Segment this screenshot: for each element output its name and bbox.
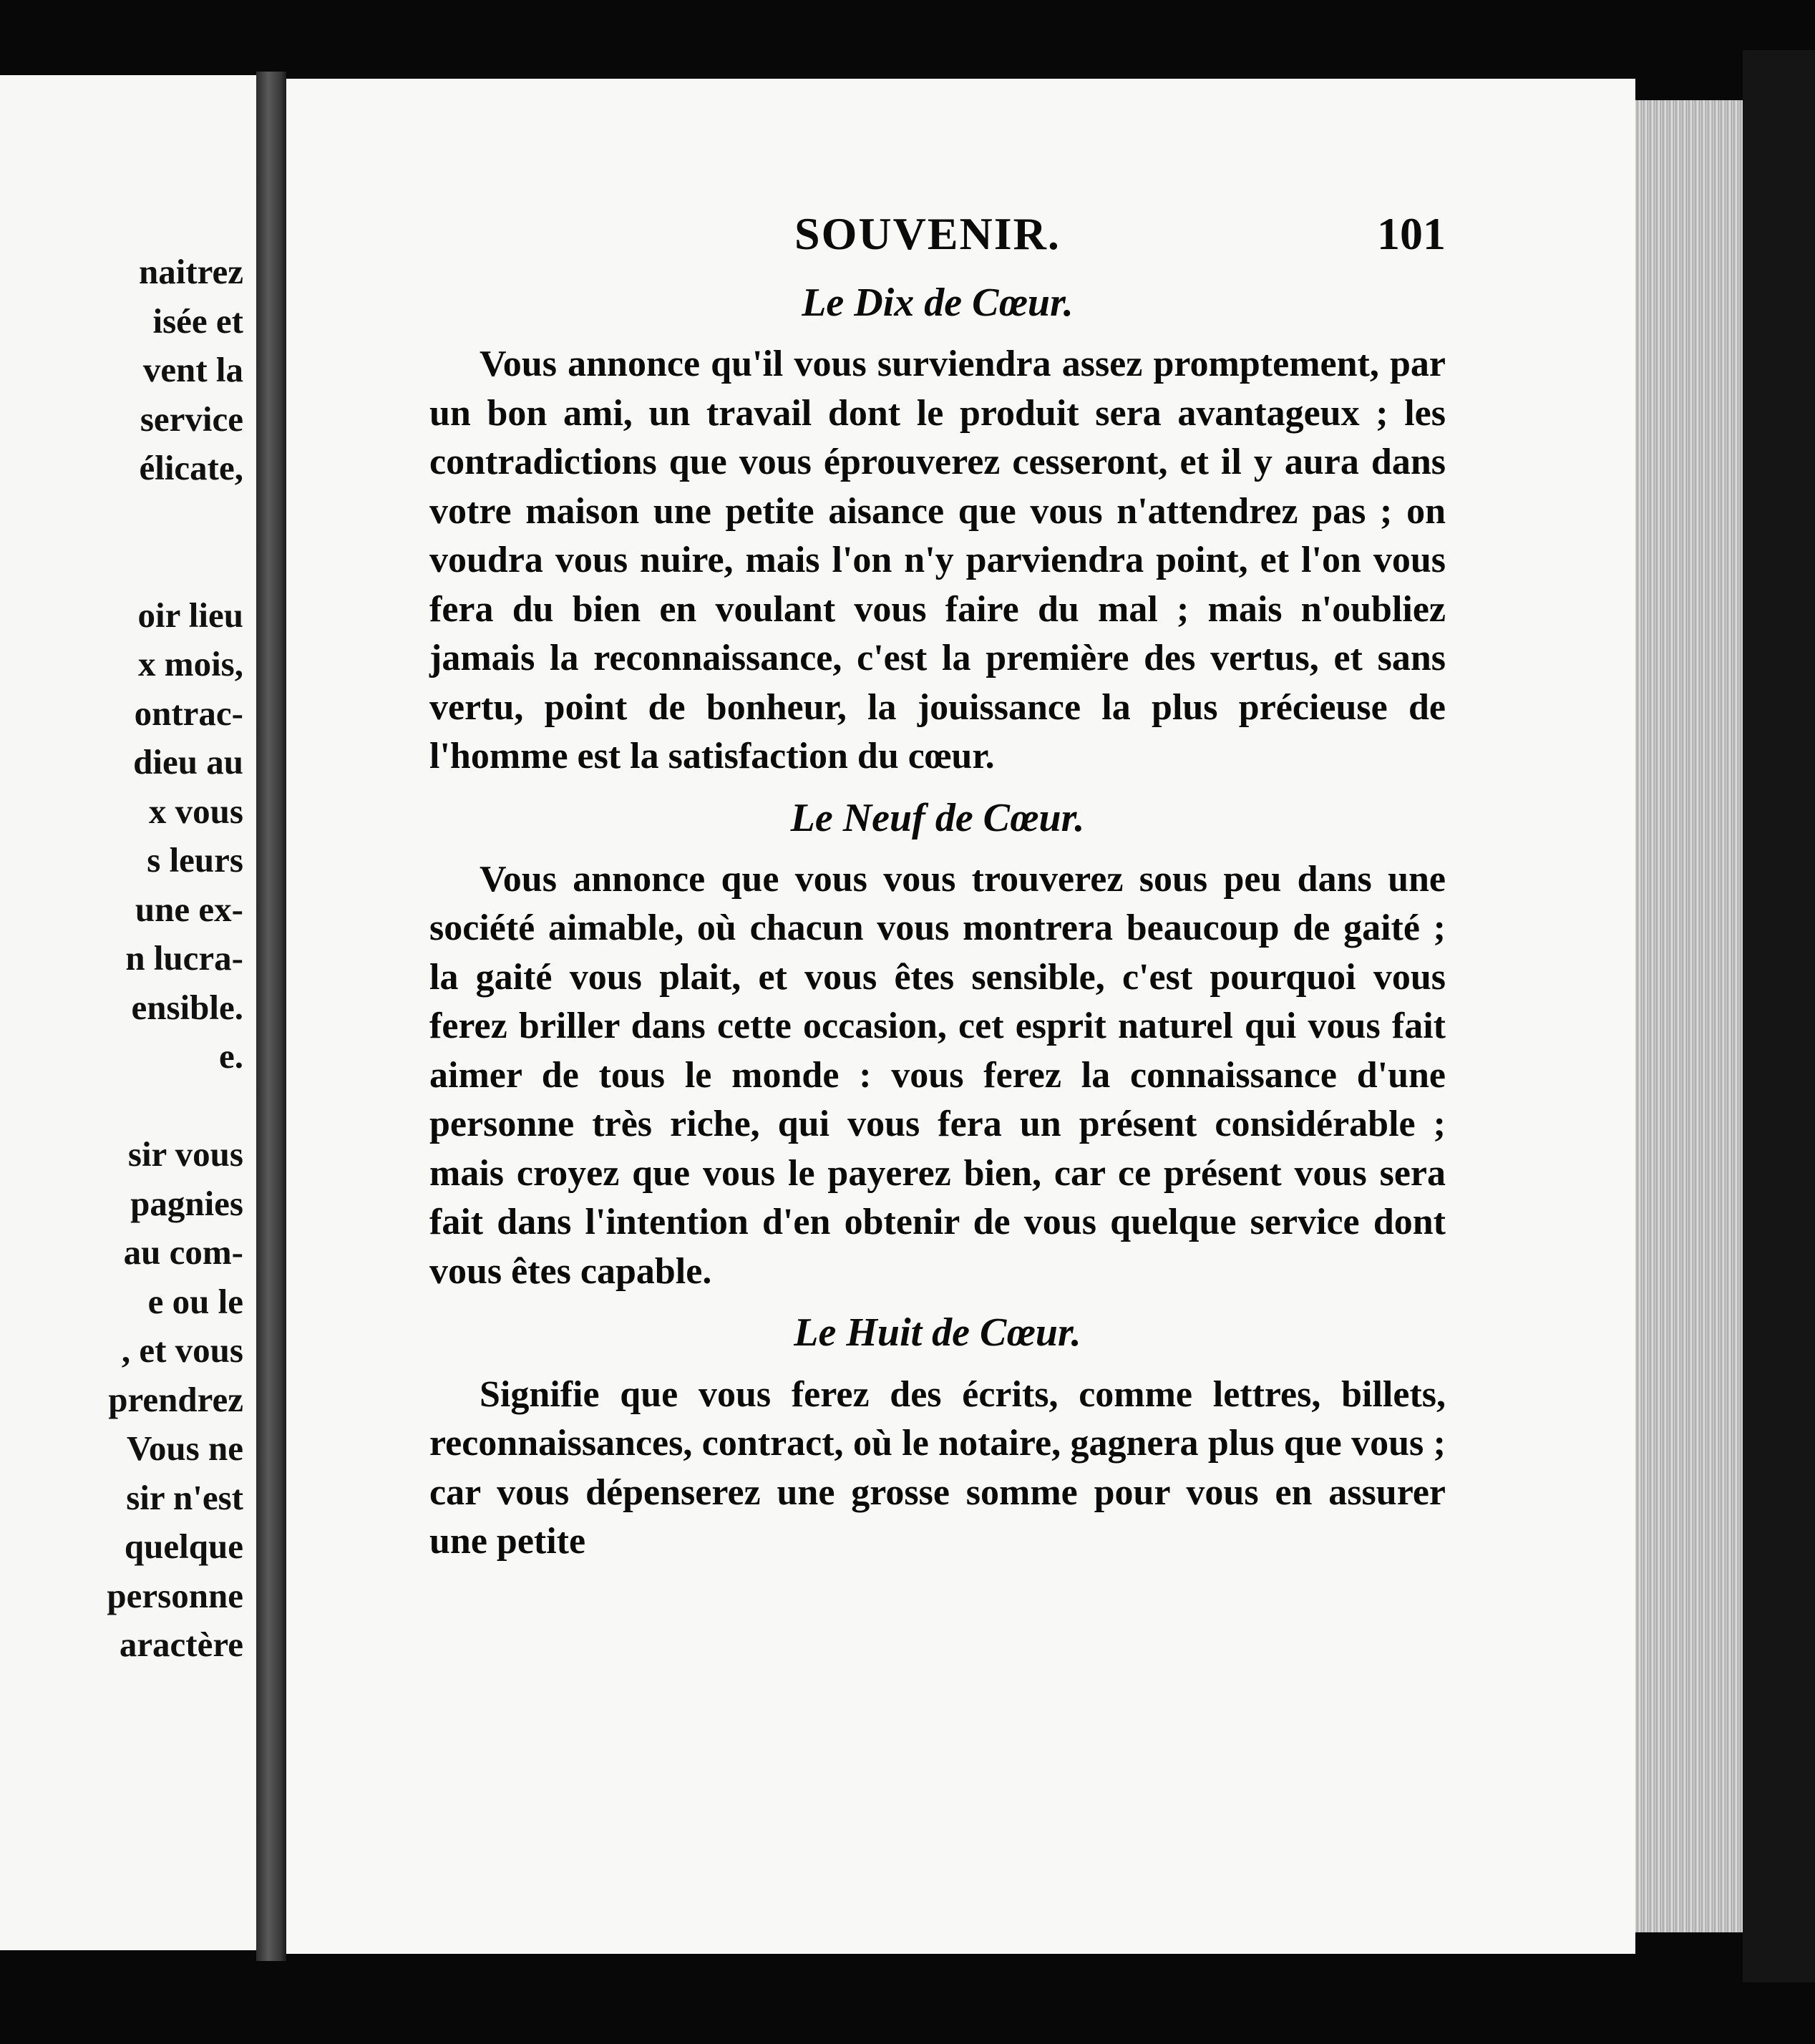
- left-page-line: aractère: [119, 1625, 243, 1664]
- section-huit-de-coeur: [429, 1309, 1446, 1566]
- left-page-line: x vous: [148, 791, 243, 831]
- left-page-line: oir lieu: [137, 595, 243, 635]
- cover-edge: [1743, 50, 1815, 1982]
- book-gutter: [256, 72, 286, 1961]
- left-page-line: quelque: [124, 1527, 243, 1566]
- running-head: [429, 208, 1446, 265]
- left-page-line: sir n'est: [126, 1477, 243, 1517]
- section-dix-de-coeur: [429, 279, 1446, 782]
- left-page-line: dieu au: [133, 742, 243, 782]
- left-page-line: pagnies: [130, 1183, 243, 1223]
- right-page: [286, 79, 1635, 1954]
- left-page-line: sir vous: [127, 1134, 243, 1174]
- left-page-line: prendrez: [108, 1379, 243, 1419]
- section-title: Le Dix de Cœur.: [802, 281, 1074, 325]
- left-page-line: , et vous: [121, 1330, 243, 1370]
- section-paragraph: Signifie que vous ferez des écrits, comme lettres, billets, reconnaissances, contract, où le notaire, gagnera plus que vous ; car vous dépenserez une grosse somme pour vous en assurer une petite: [429, 1373, 1446, 1562]
- section-title: Le Huit de Cœur.: [794, 1310, 1081, 1356]
- left-page-line: e.: [219, 1036, 243, 1076]
- left-page-line: élicate,: [139, 448, 243, 487]
- left-page-line: service: [140, 399, 243, 439]
- left-page-line: personne: [107, 1575, 243, 1615]
- left-page-line: une ex-: [135, 889, 243, 929]
- left-page-line: ontrac-: [134, 693, 243, 733]
- section-paragraph: Vous annonce que vous vous trouverez sous peu dans une société aimable, où chacun vous montrera beaucoup de gaité ; la gaité vous plait, et vous êtes sensible, c'est pourquoi vous ferez briller dans cette occasion, cet esprit naturel qui vous fait aimer de tous le monde : vous ferez la connaissance d'une personne très riche, qui vous fera un présent considérable ; mais croyez que vous le payerez bien, car ce présent vous sera fait dans l'intention d'en obtenir de vous quelque service dont vous êtes capable.: [429, 858, 1446, 1292]
- page-edges: [1635, 100, 1743, 1932]
- left-page-line: isée et: [152, 301, 243, 341]
- left-page-line: ensible.: [131, 987, 243, 1027]
- left-page-line: vent la: [142, 350, 243, 389]
- left-facing-page: [0, 75, 256, 1950]
- section-neuf-de-coeur: [429, 794, 1446, 1297]
- page-number: 101: [1377, 208, 1446, 259]
- left-page-line: naitrez: [138, 252, 243, 291]
- left-page-line: e ou le: [147, 1281, 243, 1321]
- left-page-line: Vous ne: [127, 1429, 243, 1468]
- left-page-line: n lucra-: [125, 938, 243, 978]
- left-page-line: s leurs: [147, 840, 243, 880]
- left-page-line: x mois,: [138, 644, 243, 683]
- left-page-line: au com-: [123, 1232, 243, 1272]
- section-paragraph: Vous annonce qu'il vous surviendra assez promptement, par un bon ami, un travail dont le produit sera avantageux ; les contradictions que vous éprouverez cesseront, et il y aura dans votre maison une petite aisance que vous n'attendrez pas ; on voudra vous nuire, mais l'on n'y parviendra point, et l'on vous fera du bien en voulant vous faire du mal ; mais n'oubliez jamais la reconnaissance, c'est la première des vertus, et sans vertu, point de bonheur, la jouissance la plus précieuse de l'homme est la satisfaction du cœur.: [429, 344, 1446, 777]
- page-content: [429, 208, 1446, 1580]
- section-title: Le Neuf de Cœur.: [790, 795, 1085, 840]
- running-title: SOUVENIR.: [794, 208, 1061, 259]
